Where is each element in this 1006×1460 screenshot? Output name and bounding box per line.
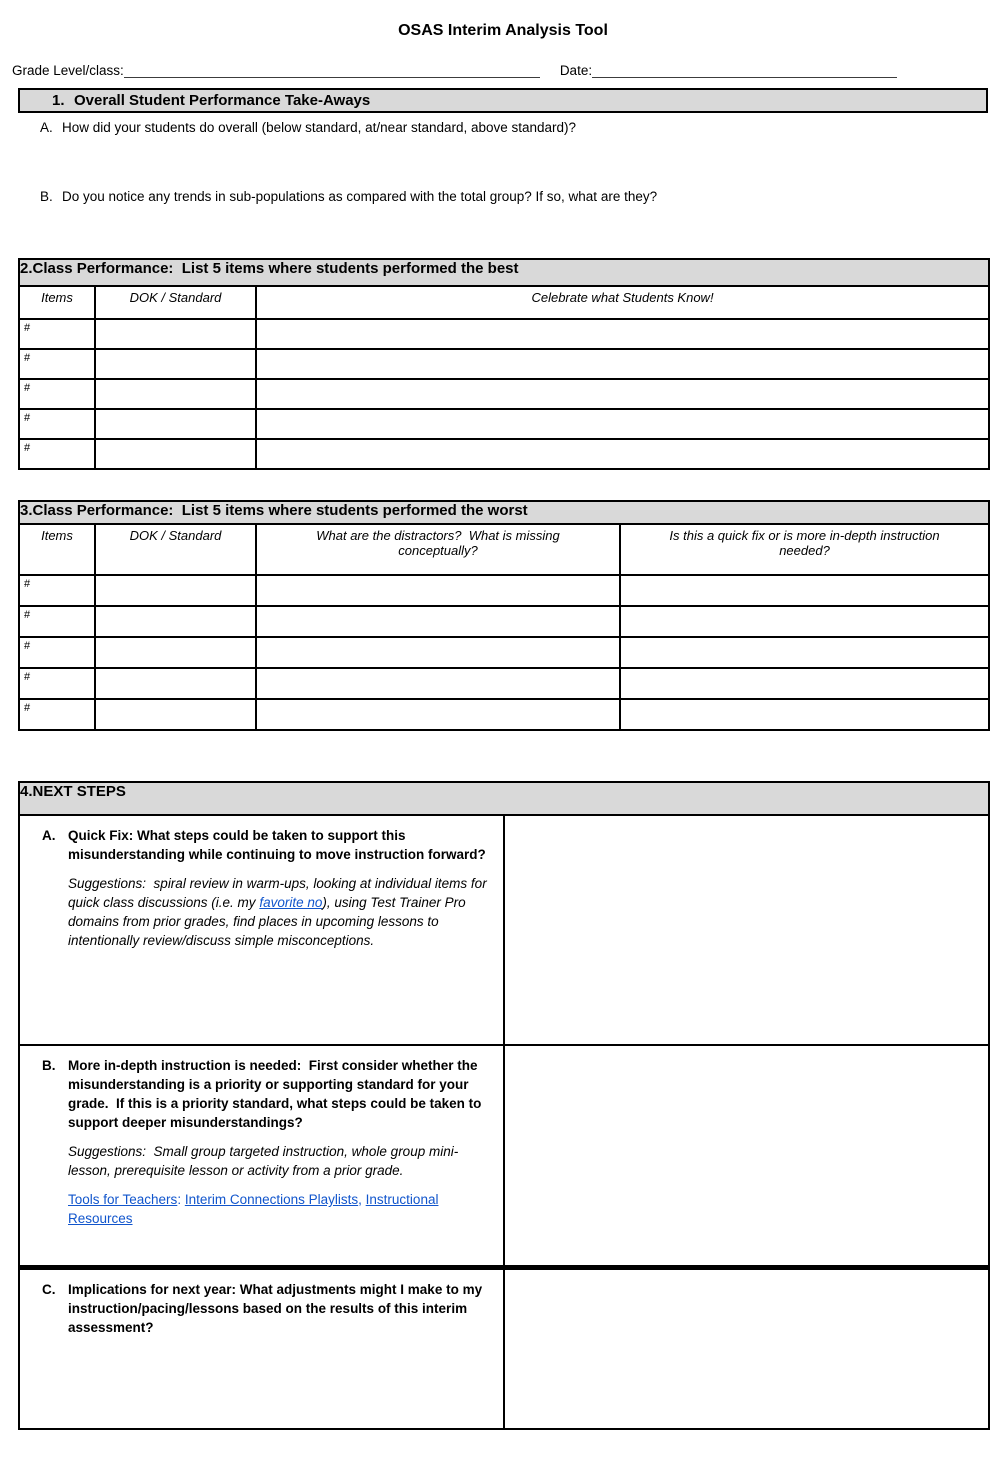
dok-cell[interactable] [95,606,256,637]
suggestion-text-pre: Suggestions: spiral review in warm-ups, looking at individual items for quick class discussions (i.e. my [68,876,491,910]
item-number-cell[interactable]: # [19,699,95,730]
dok-cell[interactable] [95,668,256,699]
implications-answer-cell[interactable] [504,1267,989,1429]
section3-col-distractors: What are the distractors? What is missing conceptually? [256,524,620,575]
section4-table [18,781,990,1430]
quick-fix-prompt-cell [19,815,504,1045]
section2-col-celebrate: Celebrate what Students Know! [256,286,989,319]
distractors-cell[interactable] [256,606,620,637]
implications-prompt-cell [19,1267,504,1429]
question-b-text: Do you notice any trends in sub-populations as compared with the total group? If so, what are they? [62,189,658,204]
dok-cell[interactable] [95,637,256,668]
section3-number: 3. [20,502,33,519]
quick-fix-prompt: Quick Fix: What steps could be taken to support this misunderstanding while continuing to move instruction forward? [68,828,486,862]
in-depth-suggestions: Suggestions: Small group targeted instruction, whole group mini-lesson, prerequisite lesson or activity from a prior grade. [68,1144,459,1178]
section4-title: NEXT STEPS [32,783,126,800]
row-a-label: A. [42,828,56,843]
next-steps-row-b [19,1045,989,1267]
distractors-cell[interactable] [256,575,620,606]
teacher-resource-links [68,1190,495,1228]
table-row [19,606,989,637]
section3-col-items: Items [19,524,95,575]
header-fields [12,62,992,78]
table-row [19,319,989,349]
question-b-label: B. [40,189,53,204]
dok-cell[interactable] [95,575,256,606]
question-a-text: How did your students do overall (below standard, at/near standard, above standard)? [62,120,577,135]
link-separator: , [358,1192,366,1207]
question-a-label: A. [40,120,53,135]
table-row [19,575,989,606]
celebrate-cell[interactable] [256,319,989,349]
dok-cell[interactable] [95,439,256,469]
table-row [19,409,989,439]
tools-for-teachers-link[interactable]: Tools for Teachers [68,1192,178,1207]
table-row [19,668,989,699]
section2-col-dok: DOK / Standard [95,286,256,319]
section1-number: 1. [52,92,65,109]
in-depth-answer-cell[interactable] [504,1045,989,1267]
table-row [19,349,989,379]
quick-fix-suggestions [68,874,495,950]
section2-title: Class Performance: List 5 items where students performed the best [32,260,519,277]
table-row [19,439,989,469]
quickfix-cell[interactable] [620,668,989,699]
date-input[interactable] [592,62,897,78]
grade-level-label: Grade Level/class: [12,63,124,78]
grade-level-input[interactable] [124,62,540,78]
in-depth-prompt-cell [19,1045,504,1267]
next-steps-row-a [19,815,989,1045]
table-row [19,637,989,668]
table-row [19,699,989,730]
item-number-cell[interactable]: # [19,439,95,469]
row-b-label: B. [42,1058,56,1073]
section1-title: Overall Student Performance Take-Aways [74,92,371,109]
celebrate-cell[interactable] [256,439,989,469]
quickfix-cell[interactable] [620,575,989,606]
question-a [40,120,970,135]
dok-cell[interactable] [95,409,256,439]
item-number-cell[interactable]: # [19,575,95,606]
date-label: Date: [559,63,593,78]
suggestion-text-post: ), using Test Trainer Pro domains from prior grades, find places in upcoming lessons to intentionally review/discuss simple misconceptions. [68,895,470,948]
favorite-no-link[interactable]: favorite no [259,895,323,910]
section2-number: 2. [20,260,33,277]
item-number-cell[interactable]: # [19,379,95,409]
next-steps-row-c [19,1267,989,1429]
section3-table [18,500,990,731]
celebrate-cell[interactable] [256,409,989,439]
distractors-cell[interactable] [256,699,620,730]
section2-col-items: Items [19,286,95,319]
dok-cell[interactable] [95,319,256,349]
instructional-resources-link[interactable]: Instructional Resources [68,1192,439,1226]
section1-header [18,88,988,113]
section2-table [18,258,990,470]
quick-fix-answer-cell[interactable] [504,815,989,1045]
celebrate-cell[interactable] [256,379,989,409]
page-title: OSAS Interim Analysis Tool [398,22,608,39]
section3-col-dok: DOK / Standard [95,524,256,575]
link-separator: : [177,1192,185,1207]
row-c-label: C. [42,1281,56,1297]
item-number-cell[interactable]: # [19,606,95,637]
item-number-cell[interactable]: # [19,319,95,349]
section3-col-quickfix: Is this a quick fix or is more in-depth instruction needed? [620,524,989,575]
section3-title: Class Performance: List 5 items where students performed the worst [32,502,528,519]
section2-header [19,259,989,286]
distractors-cell[interactable] [256,668,620,699]
table-row [19,379,989,409]
section4-number: 4. [20,783,33,800]
interim-connections-playlists-link[interactable]: Interim Connections Playlists [184,1192,359,1207]
distractors-cell[interactable] [256,637,620,668]
item-number-cell[interactable]: # [19,409,95,439]
quickfix-cell[interactable] [620,699,989,730]
implications-prompt: Implications for next year: What adjustments might I make to my instruction/pacing/lessons based on the results of this interim assessment? [68,1281,486,1335]
in-depth-prompt: More in-depth instruction is needed: First consider whether the misunderstanding is a priority or supporting standard for your grade. If this is a priority standard, what steps could be taken to support deeper misunderstandings? [68,1058,486,1130]
section4-header [19,782,989,815]
quickfix-cell[interactable] [620,606,989,637]
question-b [40,189,970,204]
dok-cell[interactable] [95,699,256,730]
dok-cell[interactable] [95,379,256,409]
celebrate-cell[interactable] [256,349,989,379]
item-number-cell[interactable]: # [19,349,95,379]
item-number-cell[interactable]: # [19,637,95,668]
section3-header [19,501,989,524]
quickfix-cell[interactable] [620,637,989,668]
item-number-cell[interactable]: # [19,668,95,699]
dok-cell[interactable] [95,349,256,379]
